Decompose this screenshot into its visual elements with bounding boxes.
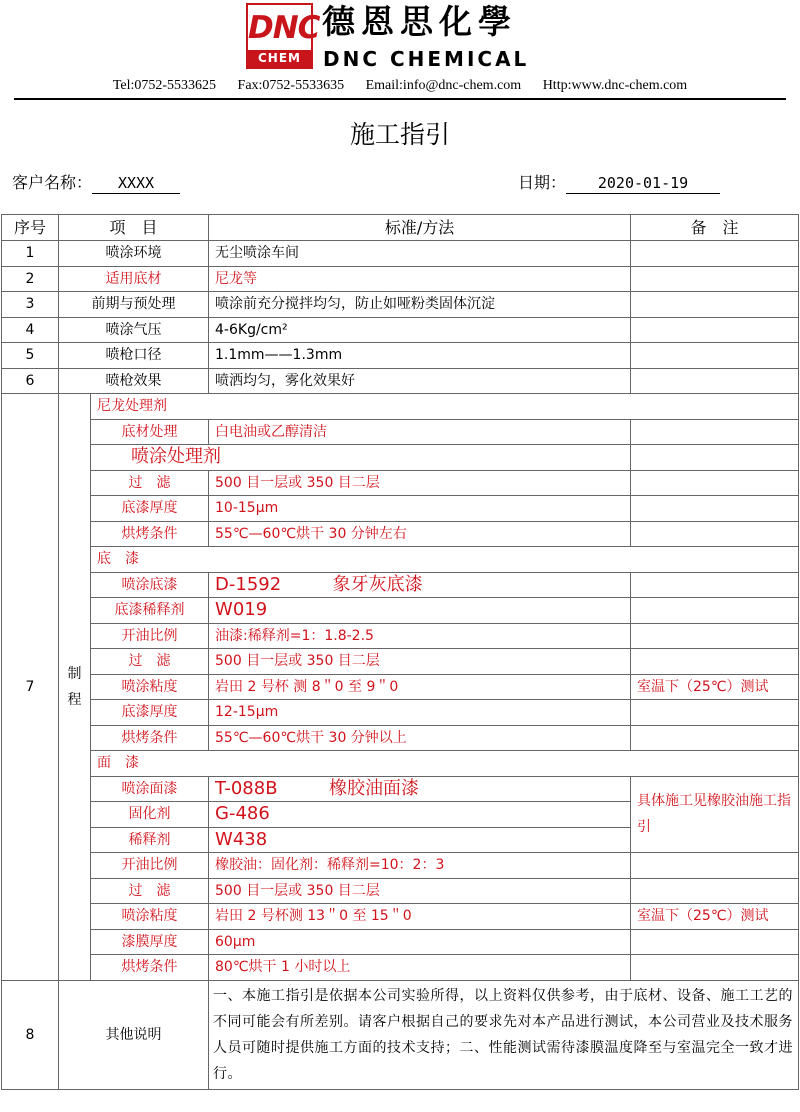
customer-label: 客户名称： <box>12 173 93 192</box>
topcoat-hardener-value: G-486 <box>209 802 631 828</box>
date-label: 日期： <box>518 173 567 192</box>
primer-spray-label: 喷涂底漆 <box>91 572 209 598</box>
col-remark: 备 注 <box>631 215 799 241</box>
customer-field <box>12 170 180 196</box>
row-remark <box>631 419 799 445</box>
topcoat-thinner-label: 稀释剂 <box>91 827 209 853</box>
row-remark <box>631 292 799 318</box>
table-row <box>2 241 799 267</box>
instruction-table <box>1 214 799 1090</box>
row-remark <box>631 700 799 726</box>
topcoat-filter-value: 500 目一层或 350 目二层 <box>209 878 631 904</box>
primer-viscosity-remark: 室温下（25℃）测试 <box>631 674 799 700</box>
primer-ratio-value: 油漆:稀释剂=1：1.8-2.5 <box>209 623 631 649</box>
table-row <box>2 496 799 522</box>
topcoat-film-label: 漆膜厚度 <box>91 929 209 955</box>
topcoat-ratio-label: 开油比例 <box>91 853 209 879</box>
date-field <box>518 170 720 196</box>
primer-thinner-value: W019 <box>209 598 631 624</box>
website: Http:www.dnc-chem.com <box>542 78 688 93</box>
topcoat-filter-label: 过 滤 <box>91 878 209 904</box>
process-label-1: 制 <box>67 665 82 682</box>
primer-bake-label: 烘烤条件 <box>91 725 209 751</box>
letterhead <box>0 0 800 112</box>
primer-viscosity-label: 喷涂粘度 <box>91 674 209 700</box>
company-name-cn: 德恩思化學 <box>322 2 517 41</box>
topcoat-bake-label: 烘烤条件 <box>91 955 209 981</box>
primer-spray-value <box>209 572 631 598</box>
topcoat-ratio-value: 橡胶油：固化剂：稀释剂=10：2：3 <box>209 853 631 879</box>
topcoat-viscosity-remark: 室温下（25℃）测试 <box>631 904 799 930</box>
row-item: 喷枪口径 <box>59 343 209 369</box>
header-divider <box>14 98 786 100</box>
other-no: 8 <box>2 980 59 1089</box>
topcoat-spray-label: 喷涂面漆 <box>91 776 209 802</box>
nylon-heading: 尼龙处理剂 <box>91 394 799 420</box>
row-remark <box>631 521 799 547</box>
process-label-2: 程 <box>67 691 82 708</box>
table-row <box>2 521 799 547</box>
primer-filter-label: 过 滤 <box>91 649 209 675</box>
row-method: 喷涂前充分搅拌均匀，防止如哑粉类固体沉淀 <box>209 292 631 318</box>
nylon-thickness-label: 底漆厚度 <box>91 496 209 522</box>
table-row <box>2 904 799 930</box>
table-row <box>2 980 799 1089</box>
table-row <box>2 878 799 904</box>
contact-line <box>0 78 800 94</box>
row-remark <box>631 725 799 751</box>
topcoat-group-remark: 具体施工见橡胶油施工指引 <box>631 776 799 853</box>
row-no: 5 <box>2 343 59 369</box>
other-text: 一、本施工指引是依据本公司实验所得，以上资料仅供参考，由于底材、设备、施工工艺的不同可能会有所差别。请客户根据自己的要求先对本产品进行测试，本公司营业及技术服务人员可随时提供施工方面的技术支持；二、性能测试需待漆膜温度降至与室温完全一致才进行。 <box>209 980 799 1089</box>
topcoat-spray-name: 橡胶油面漆 <box>329 777 420 799</box>
row-remark <box>631 496 799 522</box>
company-logo <box>246 3 320 69</box>
table-row <box>2 368 799 394</box>
row-remark <box>631 572 799 598</box>
row-no: 4 <box>2 317 59 343</box>
topcoat-spray-code: T-088B <box>215 777 278 799</box>
row-method: 喷洒均匀，雾化效果好 <box>209 368 631 394</box>
nylon-spray-agent: 喷涂处理剂 <box>91 445 631 471</box>
table-row <box>2 598 799 624</box>
row-remark <box>631 368 799 394</box>
row-item: 喷涂环境 <box>59 241 209 267</box>
primer-thinner-label: 底漆稀释剂 <box>91 598 209 624</box>
row-method: 1.1mm——1.3mm <box>209 343 631 369</box>
table-row <box>2 266 799 292</box>
table-row <box>2 317 799 343</box>
row-remark <box>631 955 799 981</box>
col-item: 项 目 <box>59 215 209 241</box>
row-remark <box>631 598 799 624</box>
row-remark <box>631 878 799 904</box>
nylon-substrate-label: 底材处理 <box>91 419 209 445</box>
table-row <box>2 929 799 955</box>
nylon-thickness-value: 10-15μm <box>209 496 631 522</box>
primer-heading: 底 漆 <box>91 547 799 573</box>
row-item: 喷枪效果 <box>59 368 209 394</box>
topcoat-hardener-label: 固化剂 <box>91 802 209 828</box>
primer-viscosity-value: 岩田 2 号杯 测 8＂0 至 9＂0 <box>209 674 631 700</box>
nylon-filter-value: 500 目一层或 350 目二层 <box>209 470 631 496</box>
table-row <box>2 470 799 496</box>
table-row <box>2 674 799 700</box>
table-row <box>2 394 799 420</box>
topcoat-viscosity-label: 喷涂粘度 <box>91 904 209 930</box>
topcoat-viscosity-value: 岩田 2 号杯测 13＂0 至 15＂0 <box>209 904 631 930</box>
row-remark <box>631 241 799 267</box>
company-name-en: DNC CHEMICAL <box>323 47 530 71</box>
primer-spray-name: 象牙灰底漆 <box>332 573 423 595</box>
nylon-bake-label: 烘烤条件 <box>91 521 209 547</box>
table-row <box>2 725 799 751</box>
row-remark <box>631 343 799 369</box>
process-no: 7 <box>2 394 59 981</box>
row-remark <box>631 266 799 292</box>
table-row <box>2 343 799 369</box>
row-method: 无尘喷涂车间 <box>209 241 631 267</box>
nylon-filter-label: 过 滤 <box>91 470 209 496</box>
other-label: 其他说明 <box>59 980 209 1089</box>
row-remark <box>631 853 799 879</box>
logo-text-dnc: DNC <box>248 10 320 46</box>
row-remark <box>631 445 799 471</box>
email: Email:info@dnc-chem.com <box>365 78 522 93</box>
row-remark <box>631 623 799 649</box>
nylon-bake-value: 55℃—60℃烘干 30 分钟左右 <box>209 521 631 547</box>
tel: Tel:0752-5533625 <box>112 78 217 93</box>
row-remark <box>631 470 799 496</box>
row-method: 4-6Kg/cm² <box>209 317 631 343</box>
table-row <box>2 853 799 879</box>
topcoat-bake-value: 80℃烘干 1 小时以上 <box>209 955 631 981</box>
row-item: 前期与预处理 <box>59 292 209 318</box>
customer-value: XXXX <box>92 173 180 194</box>
topcoat-heading: 面 漆 <box>91 751 799 777</box>
row-item: 适用底材 <box>59 266 209 292</box>
table-row <box>2 623 799 649</box>
primer-filter-value: 500 目一层或 350 目二层 <box>209 649 631 675</box>
table-row <box>2 776 799 802</box>
table-row <box>2 955 799 981</box>
table-row <box>2 445 799 471</box>
table-row <box>2 419 799 445</box>
row-method: 尼龙等 <box>209 266 631 292</box>
topcoat-thinner-value: W438 <box>209 827 631 853</box>
table-row <box>2 751 799 777</box>
primer-ratio-label: 开油比例 <box>91 623 209 649</box>
fax: Fax:0752-5533635 <box>237 78 345 93</box>
table-row <box>2 649 799 675</box>
table-row <box>2 700 799 726</box>
table-header <box>2 215 799 241</box>
topcoat-spray-value <box>209 776 631 802</box>
row-no: 3 <box>2 292 59 318</box>
row-remark <box>631 317 799 343</box>
row-item: 喷涂气压 <box>59 317 209 343</box>
row-remark <box>631 649 799 675</box>
logo-text-chem: CHEM <box>248 50 311 67</box>
primer-spray-code: D-1592 <box>215 573 282 595</box>
table-row <box>2 572 799 598</box>
nylon-substrate-value: 白电油或乙醇清洁 <box>209 419 631 445</box>
primer-thickness-label: 底漆厚度 <box>91 700 209 726</box>
process-label <box>59 394 91 981</box>
row-no: 2 <box>2 266 59 292</box>
col-no: 序号 <box>2 215 59 241</box>
row-no: 1 <box>2 241 59 267</box>
date-value: 2020-01-19 <box>566 173 720 194</box>
row-remark <box>631 929 799 955</box>
primer-thickness-value: 12-15μm <box>209 700 631 726</box>
topcoat-film-value: 60μm <box>209 929 631 955</box>
table-row <box>2 292 799 318</box>
col-method: 标准/方法 <box>209 215 631 241</box>
row-no: 6 <box>2 368 59 394</box>
document-title: 施工指引 <box>349 120 450 149</box>
table-row <box>2 547 799 573</box>
primer-bake-value: 55℃—60℃烘干 30 分钟以上 <box>209 725 631 751</box>
